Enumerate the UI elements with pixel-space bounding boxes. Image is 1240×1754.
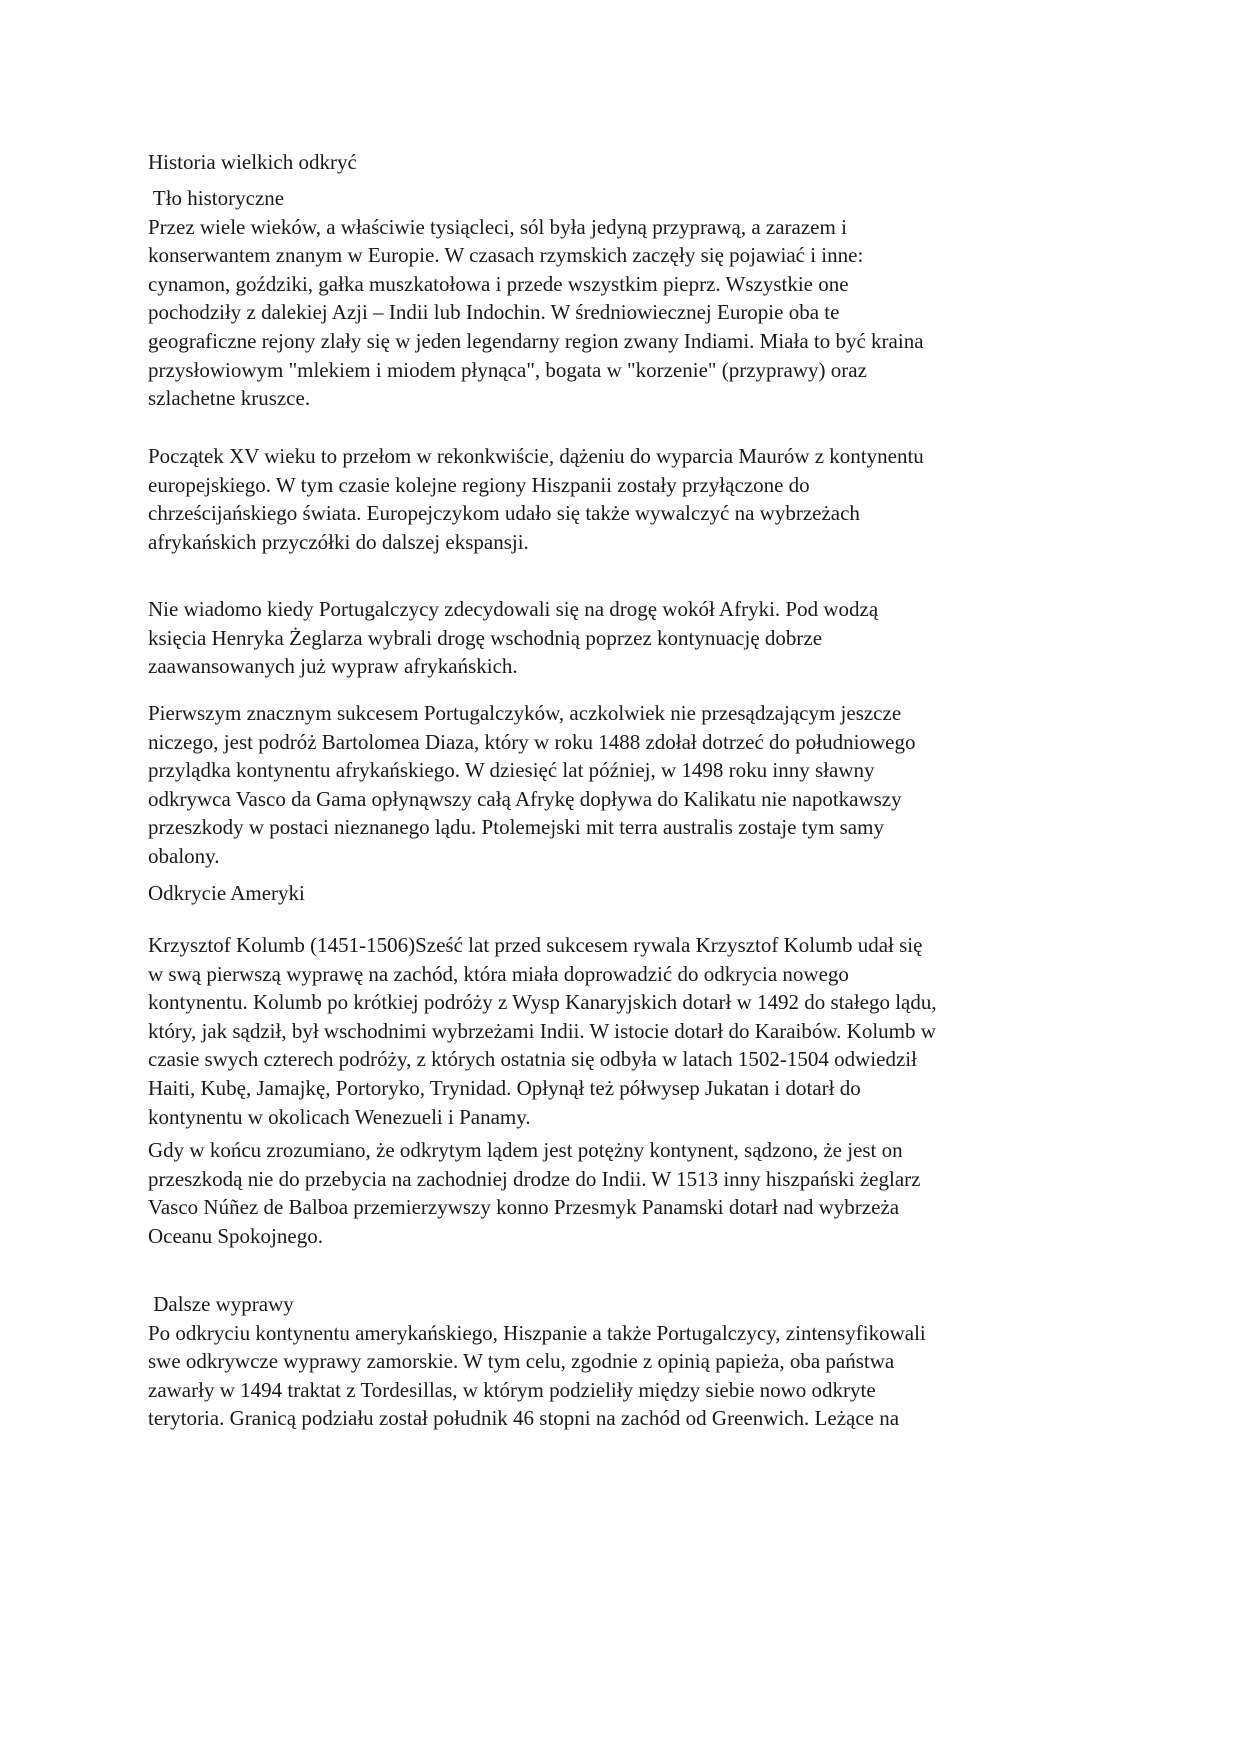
paragraph-line: Przez wiele wieków, a właściwie tysiącleci, sól była jedyną przyprawą, a zarazem i <box>148 214 847 239</box>
section-dalsze-wyprawy <box>148 1290 1098 1433</box>
paragraph-line: Pierwszym znacznym sukcesem Portugalczyków, aczkolwiek nie przesądzającym jeszcze <box>148 701 902 725</box>
paragraph-portugalczycy <box>148 595 1098 681</box>
paragraph-line: obalony. <box>148 843 220 868</box>
paragraph-line: kontynentu. Kolumb po krótkiej podróży z Wysp Kanaryjskich dotarł w 1492 do stałego lądu, <box>148 990 937 1015</box>
paragraph-line: swe odkrywcze wyprawy zamorskie. W tym celu, zgodnie z opinią papieża, oba państwa <box>148 1349 895 1374</box>
paragraph-line: księcia Henryka Żeglarza wybrali drogę wschodnią poprzez kontynuację dobrze <box>148 625 823 650</box>
section-odkrycie-ameryki <box>148 879 1098 908</box>
paragraph-rekonkwista <box>148 442 1098 556</box>
paragraph-line: geograficzne rejony zlały się w jeden legendarny region zwany Indiami. Miała to być kraina <box>148 328 924 353</box>
paragraph-line: niczego, jest podróż Bartolomea Diaza, który w roku 1488 zdołał dotrzeć do południowego <box>148 729 916 754</box>
paragraph-line: przysłowiowym "mlekiem i miodem płynąca", bogata w "korzenie" (przyprawy) oraz <box>148 357 867 382</box>
paragraph-line: odkrywca Vasco da Gama opłynąwszy całą Afrykę dopływa do Kalikatu nie napotkawszy <box>148 786 902 811</box>
section-tlo-historyczne <box>148 184 1098 413</box>
paragraph-kolumb <box>148 931 1098 1131</box>
paragraph-line: Krzysztof Kolumb (1451-1506)Sześć lat przed sukcesem rywala Krzysztof Kolumb udał się <box>148 933 923 957</box>
paragraph-sukces <box>148 699 1098 871</box>
paragraph-balboa <box>148 1136 1098 1250</box>
section-heading: Odkrycie Ameryki <box>148 881 305 905</box>
paragraph-line: Vasco Núñez de Balboa przemierzywszy konno Przesmyk Panamski dotarł nad wybrzeża <box>148 1195 900 1220</box>
paragraph-line: Haiti, Kubę, Jamajkę, Portoryko, Trynidad. Opłynął też półwysep Jukatan i dotarł do <box>148 1075 861 1100</box>
section-heading: Tło historyczne <box>148 186 285 210</box>
paragraph-line: czasie swych czterech podróży, z których ostatnia się odbyła w latach 1502-1504 odwiedził <box>148 1047 917 1072</box>
paragraph-line: w swą pierwszą wyprawę na zachód, która miała doprowadzić do odkrycia nowego <box>148 961 849 986</box>
paragraph-line: cynamon, goździki, gałka muszkatołowa i przede wszystkim pieprz. Wszystkie one <box>148 271 849 296</box>
paragraph-line: europejskiego. W tym czasie kolejne regiony Hiszpanii zostały przyłączone do <box>148 472 810 497</box>
paragraph-line: Nie wiadomo kiedy Portugalczycy zdecydowali się na drogę wokół Afryki. Pod wodzą <box>148 597 879 621</box>
paragraph-line: konserwantem znanym w Europie. W czasach rzymskich zaczęły się pojawiać i inne: <box>148 243 864 268</box>
document-title <box>148 148 1098 177</box>
paragraph-line: kontynentu w okolicach Wenezueli i Panamy. <box>148 1104 531 1129</box>
section-heading: Dalsze wyprawy <box>148 1292 294 1316</box>
paragraph-line: Po odkryciu kontynentu amerykańskiego, Hiszpanie a także Portugalczycy, zintensyfikowali <box>148 1320 926 1345</box>
paragraph-line: który, jak sądził, był wschodnimi wybrzeżami Indii. W istocie dotarł do Karaibów. Kolumb w <box>148 1018 936 1043</box>
paragraph-line: afrykańskich przyczółki do dalszej ekspansji. <box>148 529 529 554</box>
paragraph-line: chrześcijańskiego świata. Europejczykom udało się także wywalczyć na wybrzeżach <box>148 501 860 526</box>
paragraph-line: przylądka kontynentu afrykańskiego. W dziesięć lat później, w 1498 roku inny sławny <box>148 758 875 783</box>
paragraph-line: Początek XV wieku to przełom w rekonkwiście, dążeniu do wyparcia Maurów z kontynentu <box>148 444 924 468</box>
paragraph-line: szlachetne kruszce. <box>148 386 311 411</box>
paragraph-line: Gdy w końcu zrozumiano, że odkrytym lądem jest potężny kontynent, sądzono, że jest on <box>148 1138 903 1162</box>
paragraph-line: przeszkodą nie do przebycia na zachodniej drodze do Indii. W 1513 inny hiszpański żeglarz <box>148 1166 921 1191</box>
paragraph-line: terytoria. Granicą podziału został południk 46 stopni na zachód od Greenwich. Leżące na <box>148 1406 900 1431</box>
title-line: Historia wielkich odkryć <box>148 150 357 174</box>
paragraph-line: pochodziły z dalekiej Azji – Indii lub Indochin. W średniowiecznej Europie oba te <box>148 300 840 325</box>
paragraph-line: przeszkody w postaci nieznanego lądu. Ptolemejski mit terra australis zostaje tym samy <box>148 815 884 840</box>
paragraph-line: zawarły w 1494 traktat z Tordesillas, w którym podzieliły między siebie nowo odkryte <box>148 1377 876 1402</box>
paragraph-line: zaawansowanych już wypraw afrykańskich. <box>148 654 518 679</box>
paragraph-line: Oceanu Spokojnego. <box>148 1223 323 1248</box>
